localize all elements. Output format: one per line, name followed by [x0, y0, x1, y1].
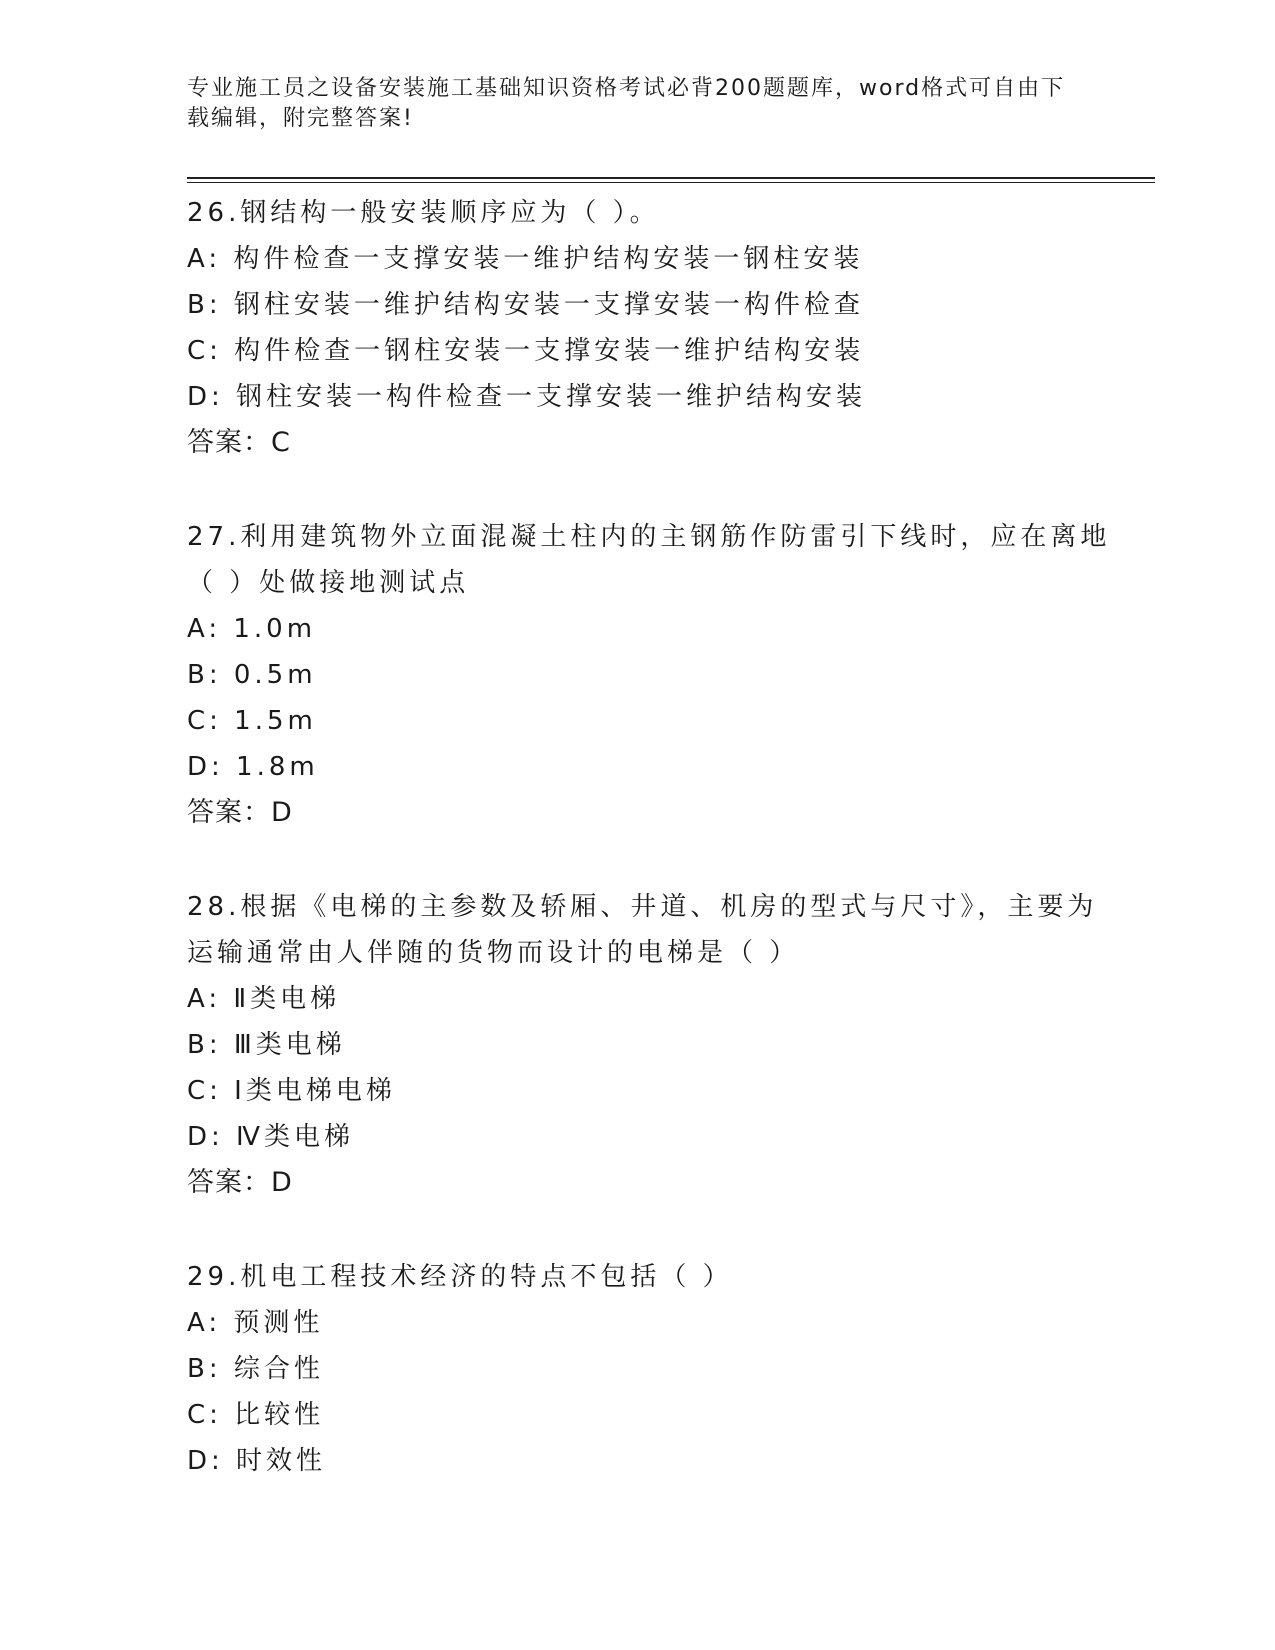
- option-c: C: 比较性: [187, 1400, 325, 1430]
- header-rule: [187, 177, 1155, 179]
- question-text-continued: （ ）处做接地测试点: [187, 568, 470, 598]
- answer: 答案：D: [187, 1167, 293, 1198]
- question-text-continued: 运输通常由人伴随的货物而设计的电梯是（ ）: [187, 938, 800, 968]
- option-c: C: Ⅰ类电梯电梯: [187, 1076, 396, 1106]
- option-c: C: 构件检查一钢柱安装一支撑安装一维护结构安装: [187, 336, 865, 366]
- question-text: 28.根据《电梯的主参数及轿厢、井道、机房的型式与尺寸》，主要为: [187, 892, 1098, 922]
- option-a: A: 构件检查一支撑安装一维护结构安装一钢柱安装: [187, 244, 864, 274]
- answer: 答案：D: [187, 797, 293, 828]
- option-a: A: 预测性: [187, 1308, 324, 1338]
- question-text: 26.钢结构一般安装顺序应为（ ）。: [187, 198, 660, 228]
- option-d: D: Ⅳ类电梯: [187, 1122, 355, 1152]
- option-d: D: 钢柱安装一构件检查一支撑安装一维护结构安装: [187, 382, 867, 412]
- answer: 答案：C: [187, 427, 291, 458]
- option-a: A: 1.0m: [187, 614, 317, 644]
- question-list: [187, 190, 1111, 1532]
- question-27: [187, 514, 1111, 836]
- option-a: A: Ⅱ类电梯: [187, 984, 341, 1014]
- option-b: B: 0.5m: [187, 660, 317, 690]
- question-26: [187, 190, 1087, 466]
- document-header: 专业施工员之设备安装施工基础知识资格考试必背200题题库，word格式可自由下载编辑，附完整答案!: [187, 76, 1066, 131]
- question-text: 27.利用建筑物外立面混凝土柱内的主钢筋作防雷引下线时，应在离地: [187, 522, 1111, 552]
- question-28: [187, 884, 1098, 1206]
- option-b: B: Ⅲ类电梯: [187, 1030, 346, 1060]
- option-d: D: 1.8m: [187, 752, 319, 782]
- option-d: D: 时效性: [187, 1446, 327, 1476]
- option-c: C: 1.5m: [187, 706, 317, 736]
- option-b: B: 钢柱安装一维护结构安装一支撑安装一构件检查: [187, 290, 864, 320]
- option-b: B: 综合性: [187, 1354, 324, 1384]
- header-rule-thin: [187, 182, 1155, 183]
- question-29: [187, 1254, 1087, 1484]
- question-text: 29.机电工程技术经济的特点不包括（ ）: [187, 1262, 733, 1292]
